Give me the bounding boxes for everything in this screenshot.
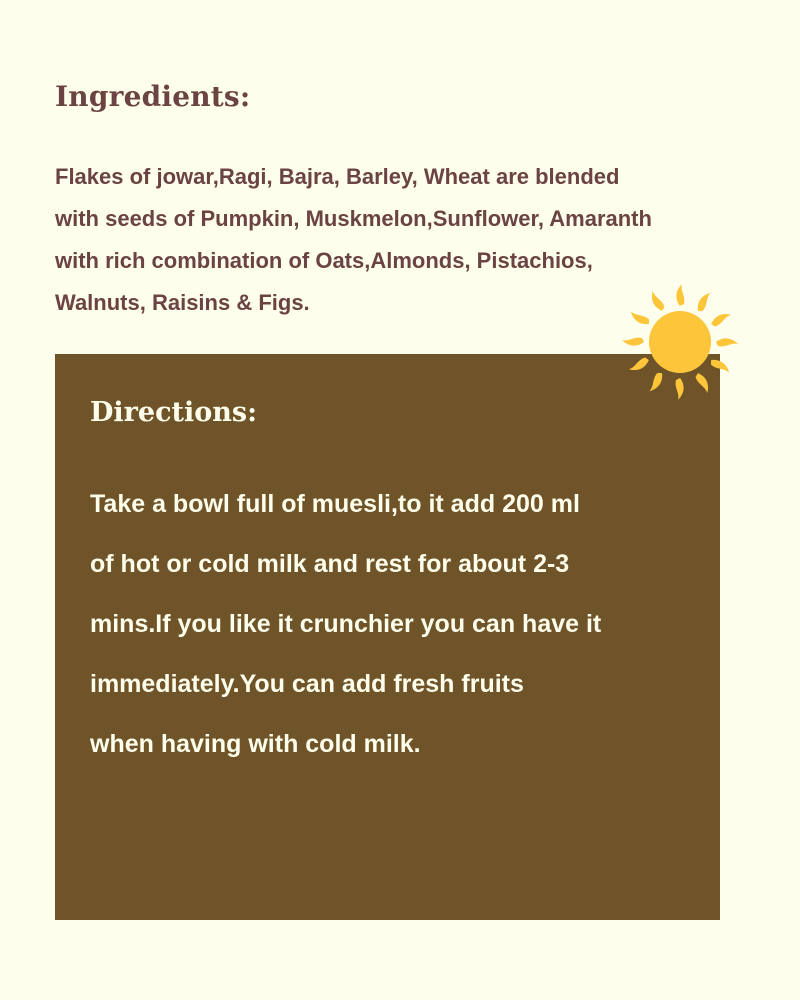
sun-ray bbox=[676, 378, 684, 400]
sun-ray bbox=[709, 357, 732, 375]
ingredients-line: Walnuts, Raisins & Figs. bbox=[55, 290, 310, 315]
ingredients-line: with seeds of Pumpkin, Muskmelon,Sunflower, Amaranth bbox=[55, 206, 652, 231]
sun-ray bbox=[695, 290, 713, 313]
directions-line: of hot or cold milk and rest for about 2-3 bbox=[90, 550, 570, 578]
sun-ray bbox=[709, 310, 732, 328]
sun-ray bbox=[676, 284, 684, 306]
sun-ray bbox=[716, 338, 738, 346]
directions-line: mins.If you like it crunchier you can have it bbox=[90, 610, 602, 638]
sun-ray bbox=[628, 309, 651, 327]
sun-ray bbox=[694, 371, 712, 394]
directions-line: immediately.You can add fresh fruits bbox=[90, 670, 524, 698]
sun-icon bbox=[620, 282, 740, 402]
directions-description bbox=[90, 474, 690, 774]
sun-ray bbox=[648, 290, 666, 313]
directions-line: Take a bowl full of muesli,to it add 200 ml bbox=[90, 490, 580, 518]
ingredients-line: with rich combination of Oats,Almonds, Pistachios, bbox=[55, 248, 593, 273]
sun-ray bbox=[628, 356, 651, 374]
sun-ray bbox=[647, 371, 665, 394]
directions-heading: Directions: bbox=[90, 397, 258, 428]
ingredients-heading: Ingredients: bbox=[55, 80, 251, 113]
sun-ray bbox=[622, 338, 644, 346]
directions-panel bbox=[55, 354, 720, 920]
ingredients-line: Flakes of jowar,Ragi, Bajra, Barley, Wheat are blended bbox=[55, 164, 620, 189]
directions-line: when having with cold milk. bbox=[90, 730, 421, 758]
